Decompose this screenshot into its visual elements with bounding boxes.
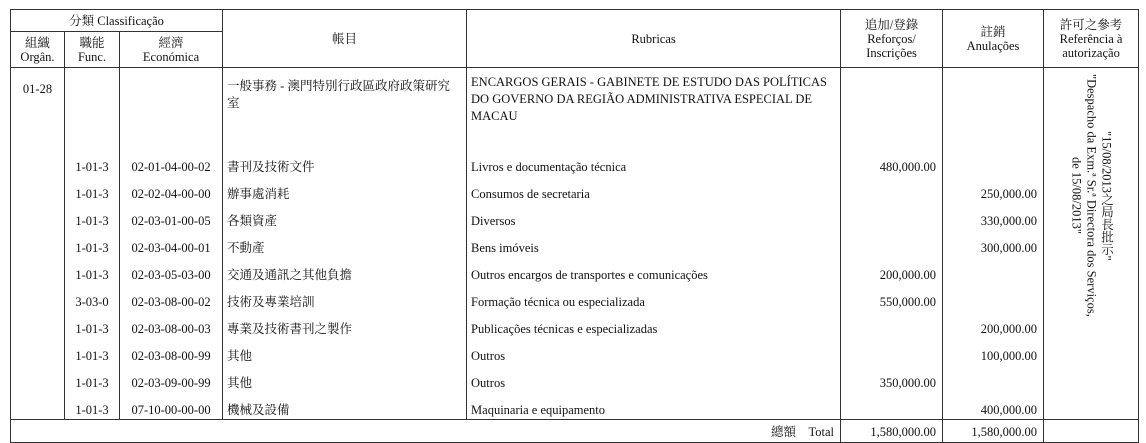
row-rubrica: Maquinaria e equipamento xyxy=(467,392,841,420)
group-econ xyxy=(120,68,223,150)
row-anulacao: 250,000.00 xyxy=(943,176,1044,203)
group-account-zh: 一般事務 - 澳門特別行政區政府政策研究室 xyxy=(223,68,467,150)
row-reforco xyxy=(841,392,943,420)
row-anulacao: 100,000.00 xyxy=(943,338,1044,365)
row-reforco: 550,000.00 xyxy=(841,284,943,311)
reinforce-header-pt1: Reforços/ xyxy=(867,31,916,46)
organ-header-zh: 組織 xyxy=(24,35,50,50)
table-row xyxy=(11,257,1139,284)
group-anulacao xyxy=(943,68,1044,150)
table-row xyxy=(11,392,1139,420)
row-rubrica: Outros xyxy=(467,338,841,365)
group-rubrica: ENCARGOS GERAIS - GABINETE DE ESTUDO DAS POLÍTICAS DO GOVERNO DA REGIÃO ADMINISTRATIVA ESPECIAL DE MACAU xyxy=(467,68,841,150)
organ-header-pt: Orgân. xyxy=(20,49,55,64)
row-reforco xyxy=(841,203,943,230)
econ-header-zh: 經濟 xyxy=(158,35,184,50)
total-reforco: 1,580,000.00 xyxy=(841,420,943,443)
row-organ xyxy=(11,338,65,365)
row-account-zh: 專業及技術書刊之製作 xyxy=(223,311,467,338)
func-header-zh: 職能 xyxy=(79,35,105,50)
reinforce-header-zh: 追加/登錄 xyxy=(864,17,919,32)
row-anulacao: 300,000.00 xyxy=(943,230,1044,257)
authorization-header xyxy=(1044,10,1139,68)
budget-table xyxy=(10,9,1139,443)
authorization-header-pt2: autorização xyxy=(1062,45,1120,60)
row-func: 1-01-3 xyxy=(65,230,120,257)
row-anulacao xyxy=(943,257,1044,284)
row-anulacao xyxy=(943,149,1044,176)
row-account-zh: 交通及通訊之其他負擔 xyxy=(223,257,467,284)
reinforce-header-pt2: Inscrições xyxy=(866,45,917,60)
reinforce-header xyxy=(841,10,943,68)
row-rubrica: Outros encargos de transportes e comunicações xyxy=(467,257,841,284)
authorization-line1: "15/08/2013之局長批示" xyxy=(1099,130,1114,261)
func-header xyxy=(65,32,120,68)
row-anulacao xyxy=(943,284,1044,311)
row-reforco xyxy=(841,230,943,257)
row-organ xyxy=(11,176,65,203)
row-econ: 02-03-08-00-99 xyxy=(120,338,223,365)
row-organ xyxy=(11,284,65,311)
row-reforco: 480,000.00 xyxy=(841,149,943,176)
func-header-pt: Func. xyxy=(77,49,107,64)
row-econ: 02-03-01-00-05 xyxy=(120,203,223,230)
row-econ: 07-10-00-00-00 xyxy=(120,392,223,420)
account-header: 帳目 xyxy=(223,10,467,68)
row-anulacao xyxy=(943,365,1044,392)
row-anulacao: 200,000.00 xyxy=(943,311,1044,338)
row-account-zh: 各類資產 xyxy=(223,203,467,230)
organ-header xyxy=(11,32,65,68)
total-label: 總額 Total xyxy=(11,420,841,443)
table-row xyxy=(11,284,1139,311)
econ-header xyxy=(120,32,223,68)
row-account-zh: 不動產 xyxy=(223,230,467,257)
row-func: 1-01-3 xyxy=(65,365,120,392)
row-rubrica: Formação técnica ou especializada xyxy=(467,284,841,311)
row-rubrica: Outros xyxy=(467,365,841,392)
row-rubrica: Diversos xyxy=(467,203,841,230)
row-account-zh: 辦事處消耗 xyxy=(223,176,467,203)
table-row xyxy=(11,365,1139,392)
row-organ xyxy=(11,149,65,176)
row-account-zh: 機械及設備 xyxy=(223,392,467,420)
authorization-text xyxy=(1069,74,1114,317)
row-reforco xyxy=(841,311,943,338)
row-econ: 02-03-09-00-99 xyxy=(120,365,223,392)
row-rubrica: Bens imóveis xyxy=(467,230,841,257)
cancel-header xyxy=(943,10,1044,68)
row-organ xyxy=(11,311,65,338)
row-func: 1-01-3 xyxy=(65,149,120,176)
authorization-header-pt1: Referência à xyxy=(1059,31,1123,46)
rubricas-header: Rubricas xyxy=(467,10,841,68)
table-row xyxy=(11,203,1139,230)
econ-header-pt: Económica xyxy=(142,49,200,64)
row-func: 1-01-3 xyxy=(65,203,120,230)
authorization-line2: "Despacho da Exm.ª Sr.ª Directora dos Serviços, xyxy=(1084,74,1099,317)
group-reforco xyxy=(841,68,943,150)
row-anulacao: 330,000.00 xyxy=(943,203,1044,230)
table-row xyxy=(11,230,1139,257)
row-organ xyxy=(11,230,65,257)
authorization-header-zh: 許可之參考 xyxy=(1059,17,1123,32)
group-func xyxy=(65,68,120,150)
organ-code: 01-28 xyxy=(11,68,65,150)
table-row xyxy=(11,176,1139,203)
row-func: 3-03-0 xyxy=(65,284,120,311)
row-func: 1-01-3 xyxy=(65,338,120,365)
table-row xyxy=(11,149,1139,176)
row-reforco: 200,000.00 xyxy=(841,257,943,284)
row-econ: 02-01-04-00-02 xyxy=(120,149,223,176)
row-econ: 02-02-04-00-00 xyxy=(120,176,223,203)
row-organ xyxy=(11,392,65,420)
row-account-zh: 技術及專業培訓 xyxy=(223,284,467,311)
total-row xyxy=(11,420,1139,443)
table-row xyxy=(11,311,1139,338)
row-rubrica: Livros e documentação técnica xyxy=(467,149,841,176)
row-econ: 02-03-05-03-00 xyxy=(120,257,223,284)
budget-table-sheet xyxy=(10,9,1139,443)
row-econ: 02-03-04-00-01 xyxy=(120,230,223,257)
row-account-zh: 其他 xyxy=(223,365,467,392)
cancel-header-pt: Anulações xyxy=(966,38,1020,53)
row-rubrica: Publicações técnicas e especializadas xyxy=(467,311,841,338)
row-account-zh: 其他 xyxy=(223,338,467,365)
authorization-cell xyxy=(1044,68,1139,420)
table-row xyxy=(11,338,1139,365)
row-econ: 02-03-08-00-02 xyxy=(120,284,223,311)
row-organ xyxy=(11,257,65,284)
classification-header: 分類 Classificação xyxy=(11,10,223,32)
row-organ xyxy=(11,203,65,230)
row-econ: 02-03-08-00-03 xyxy=(120,311,223,338)
row-func: 1-01-3 xyxy=(65,311,120,338)
total-anulacao: 1,580,000.00 xyxy=(943,420,1044,443)
row-func: 1-01-3 xyxy=(65,257,120,284)
authorization-line3: de 15/08/2013" xyxy=(1069,156,1084,234)
row-func: 1-01-3 xyxy=(65,176,120,203)
row-reforco xyxy=(841,338,943,365)
group-row xyxy=(11,68,1139,150)
cancel-header-zh: 註銷 xyxy=(980,24,1006,39)
row-anulacao: 400,000.00 xyxy=(943,392,1044,420)
row-reforco xyxy=(841,176,943,203)
row-account-zh: 書刊及技術文件 xyxy=(223,149,467,176)
row-reforco: 350,000.00 xyxy=(841,365,943,392)
row-organ xyxy=(11,365,65,392)
total-auth-empty xyxy=(1044,420,1139,443)
row-rubrica: Consumos de secretaria xyxy=(467,176,841,203)
row-func: 1-01-3 xyxy=(65,392,120,420)
